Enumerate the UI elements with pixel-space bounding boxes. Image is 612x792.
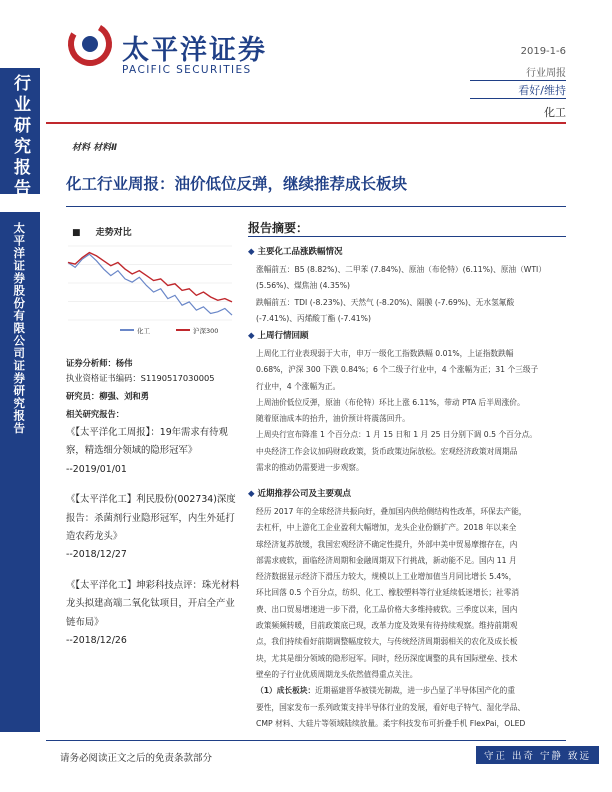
diamond-bullet-icon: ◆	[248, 247, 255, 257]
body-line: 上周油价低位反弹，原油（布伦特）环比上涨 6.11%，带动 PTA 后半周涨价。	[256, 397, 525, 407]
summary-rule	[248, 236, 566, 237]
body-line: 经历 2017 年的全球经济共振向好，叠加国内供给侧结构性改革，环保去产能，	[256, 507, 527, 516]
body-line: 0.68%，沪深 300 下跌 0.84%；6 个二级子行业中，4 个涨幅为正；31 个三级子	[256, 365, 539, 375]
legend-label: 化工	[137, 327, 150, 335]
s3-sub-line: 近期福建晋华被镁光制裁，进一步凸显了半导体国产化的重	[315, 686, 516, 696]
footer-brand: 守正 出奇 宁静 致远	[476, 746, 599, 764]
s1-heading	[248, 245, 343, 257]
body-line: 环比回落 0.5 个百分点，纺织、化工、橡胶塑料等行业延续低迷增长；社零消	[256, 588, 520, 598]
related-item[interactable]	[66, 577, 244, 651]
body-line	[256, 683, 566, 699]
body-line: (-7.41%)、丙烯酸丁酯 (-7.41%)	[256, 313, 371, 323]
s3-sub-title: （1）成长板块：	[256, 686, 316, 696]
s1-title: 主要化工品涨跌幅情况	[257, 247, 343, 257]
body-line: 块，尤其是细分领域的隐形冠军。同时，经历深度调整的具有国际壁垒、技术	[256, 653, 518, 663]
footer-disclaimer: 请务必阅读正文之后的免责条款部分	[60, 753, 213, 764]
analyst-cert: 执业资格证书编码：S1190517030005	[66, 373, 215, 383]
body-line: 壁垒的子行业优质周期龙头依然值得重点关注。	[256, 669, 418, 679]
body-line: 上周化工行业表现弱于大市，申万一级化工指数跌幅 0.01%，上证指数跌幅	[256, 349, 514, 358]
related-item-title: 《【太平洋化工周报】：19年需求有待观察，精选细分领域的隐形冠军》	[66, 427, 228, 457]
report-type: 行业周报	[526, 68, 566, 79]
body-line: 球经济复苏放缓，我国宏观经济不确定性提升，外部中美中贸易摩擦存在，内	[256, 539, 518, 549]
sidebar-top-text: 行业研究报告	[10, 74, 30, 200]
body-line: 中央经济工作会议加码财政政策，货币政策边际放松。宏观经济政策对周期品	[256, 446, 518, 456]
s2-heading	[248, 329, 309, 341]
body-line: CMP 材料、大硅片等领域陆续放量。柔宇科技发布可折叠手机 FlexPai，OLED	[256, 718, 526, 728]
related-title: 相关研究报告：	[66, 409, 125, 419]
body-line: 涨幅前五：B5 (8.82%)、二甲苯 (7.84%)、原油（布伦特）(6.11%)、原油（WTI）	[256, 265, 547, 274]
title-rule	[66, 206, 566, 207]
body-line: 需求的推动仍需要进一步观察。	[256, 463, 364, 473]
company-logo-icon	[66, 20, 114, 68]
related-item[interactable]	[66, 424, 244, 479]
trend-heading	[72, 225, 132, 238]
diamond-bullet-icon: ◆	[248, 331, 255, 341]
related-item-title: 《【太平洋化工】利民股份(002734)深度报告：杀菌剂行业隐形冠军，内生外延打造农药龙头》	[66, 494, 236, 543]
body-line: 随着原油成本的抬升，油价预计将震荡回升。	[256, 414, 410, 424]
header-rule-1	[470, 80, 566, 81]
s2-title: 上周行情回顾	[257, 331, 309, 341]
company-name-en: PACIFIC SECURITIES	[122, 64, 252, 76]
related-item-title: 《【太平洋化工】坤彩科技点评：珠光材料龙头拟建高端二氧化钛项目，开启全产业链布局》	[66, 579, 240, 628]
header-rule-2	[470, 98, 566, 99]
legend-label: 沪深300	[193, 327, 219, 335]
analyst: 证券分析师：杨伟	[66, 358, 133, 368]
related-item[interactable]	[66, 491, 244, 565]
industry: 化工	[544, 106, 566, 119]
related-item-date: --2018/12/26	[66, 635, 127, 647]
summary-title: 报告摘要：	[248, 221, 309, 235]
report-date: 2019-1-6	[520, 46, 566, 57]
body-line: 费、出口贸易增速进一步下滑，化工品价格大多维持疲软。三季度以来，国内	[256, 604, 518, 614]
body-line: 经济数据显示经济下滑压力较大，规模以上工业增加值当月同比增长 5.4%，	[256, 572, 517, 582]
s3-heading	[248, 487, 351, 499]
rating: 看好/维持	[518, 84, 566, 97]
body-line: 上周央行宣布降准 1 个百分点：1 月 15 日和 1 月 25 日分别下调 0.5 个百分点。	[256, 430, 537, 440]
company-name-cn: 太平洋证券	[122, 35, 267, 66]
body-line: 跌幅前五：TDI (-8.23%)、天然气 (-8.20%)、隔膜 (-7.69%)、无水氢氟酸	[256, 297, 515, 307]
trend-title: 走势对比	[95, 228, 132, 238]
researchers: 研究员：柳强、刘和勇	[66, 391, 149, 401]
s2-body	[256, 346, 566, 476]
related-item-date: --2018/12/27	[66, 549, 127, 561]
related-list	[66, 424, 244, 650]
bullet-square-icon: ■	[72, 228, 81, 238]
s3-title: 近期推荐公司及主要观点	[257, 489, 352, 499]
series-line-1	[68, 253, 232, 302]
category: 材料 材料Ⅱ	[72, 143, 118, 153]
diamond-bullet-icon: ◆	[248, 489, 255, 499]
s3-body	[256, 504, 566, 732]
related-item-date: --2019/01/01	[66, 463, 127, 475]
s1-body	[256, 262, 566, 327]
page-title: 化工行业周报：油价低位反弹，继续推荐成长板块	[66, 174, 408, 193]
footer-rule	[46, 740, 566, 741]
body-line: 去杠杆，中上游化工企业盈利大幅增加，龙头企业份额扩产。2018 年以来全	[256, 523, 517, 533]
body-line: (5.56%)、煤焦油 (4.35%)	[256, 281, 351, 291]
trend-chart	[62, 240, 238, 342]
body-line: 政策频频转暖，目前政策底已现，改革力度及效果有待持续观察。维持前期观	[256, 621, 518, 631]
series-line-0	[68, 254, 232, 315]
body-line: 行业中，4 个涨幅为正。	[256, 381, 341, 391]
body-line: 要性，国家发布一系列政策支持半导体行业的发展，看好电子特气、湿化学品、	[256, 702, 526, 712]
header-divider	[46, 122, 566, 124]
sidebar-bottom-text: 太平洋证券股份有限公司证券研究报告	[12, 222, 27, 435]
body-line: 部需求疲软，面临经济周期和金融周期双下行挑战，新动能不足。国内 11 月	[256, 555, 517, 565]
body-line: 点，我们持续看好前期调整幅度较大，与传统经济周期弱相关的农化及成长板	[256, 637, 518, 647]
